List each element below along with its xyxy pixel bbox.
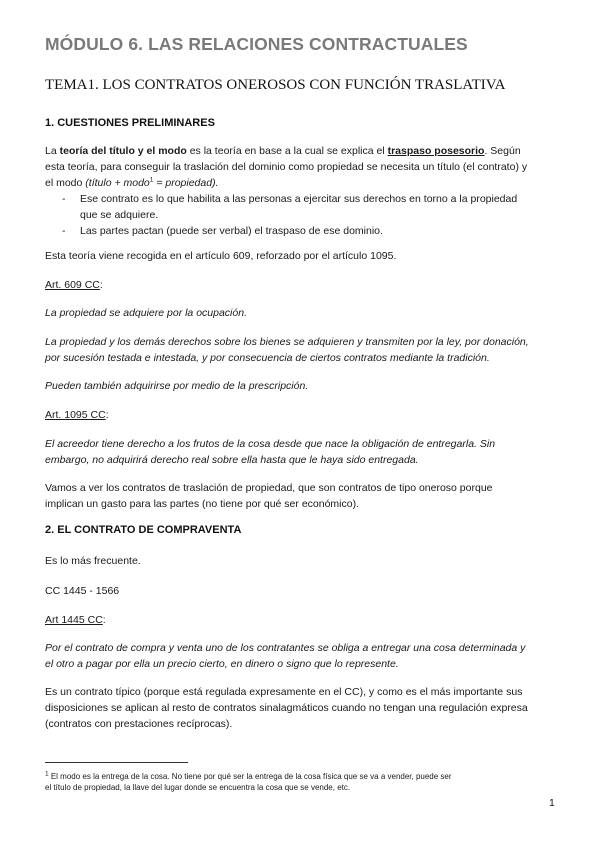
bullet-marker: - bbox=[62, 193, 66, 205]
footnote-reference[interactable]: 1 bbox=[149, 176, 154, 184]
section-heading-compraventa: 2. EL CONTRATO DE COMPRAVENTA bbox=[45, 524, 242, 536]
paragraph-frecuente: Es lo más frecuente. bbox=[45, 555, 141, 567]
article-label-1445: Art 1445 CC: bbox=[45, 614, 106, 626]
quote-609-ocupacion: La propiedad se adquiere por la ocupación. bbox=[45, 307, 247, 319]
bullet-marker: - bbox=[62, 225, 66, 237]
paragraph-cc-range: CC 1445 - 1566 bbox=[45, 585, 120, 597]
paragraph-articulo-609: Esta teoría viene recogida en el artículo 609, reforzado por el artículo 1095. bbox=[45, 250, 397, 262]
quote-609-derechos: La propiedad y los demás derechos sobre los bienes se adquieren y transmiten por la ley, por donación, por sucesión testada e intestada, y por consecuencia de ciertos contratos mediante la tradición. bbox=[45, 336, 529, 364]
list-item: Las partes pactan (puede ser verbal) el traspaso de ese dominio. bbox=[80, 225, 383, 237]
quote-1445: Por el contrato de compra y venta uno de los contratantes se obliga a entregar una cosa determinada y el otro a pagar por ella un precio cierto, en dinero o signo que lo represente. bbox=[45, 642, 526, 670]
article-label-1095: Art. 1095 CC: bbox=[45, 409, 109, 421]
list-item: Ese contrato es lo que habilita a las personas a ejercitar sus derechos en torno a la propiedad que se adquiere. bbox=[80, 193, 518, 221]
module-title: MÓDULO 6. LAS RELACIONES CONTRACTUALES bbox=[45, 34, 468, 54]
article-label-609: Art. 609 CC: bbox=[45, 279, 103, 291]
paragraph-teoria-titulo-modo: La teoría del título y el modo es la teoría en base a la cual se explica el traspaso posesorio. Según esta teoría, para conseguir la traslación del dominio como propiedad se necesita un título (el contrato) y el modo (título + modo$^1$ = propiedad). bbox=[45, 145, 528, 189]
quote-1095: El acreedor tiene derecho a los frutos de la cosa desde que nace la obligación de entregarla. Sin embargo, no adquirirá derecho real sobre ella hasta que le haya sido entregada. bbox=[45, 438, 496, 466]
quote-609-prescripcion: Pueden también adquirirse por medio de la prescripción. bbox=[45, 380, 309, 392]
paragraph-contrato-tipico: Es un contrato típico (porque está regulada expresamente en el CC), y como es el más importante sus disposiciones se aplican al resto de contratos sinalagmáticos cuando no tengan una regulación expresa (contratos con prestaciones recíprocas). bbox=[45, 686, 528, 730]
footnote-divider bbox=[45, 762, 188, 763]
footnote: $^1$ El modo es la entrega de la cosa. No tiene por qué ser la entrega de la cosa física que se va a vender, puede ser el título de propiedad, la llave del lugar donde se encuentra la cosa que se vende, etc. bbox=[45, 770, 452, 792]
tema-title: TEMA1. LOS CONTRATOS ONEROSOS CON FUNCIÓN TRASLATIVA bbox=[45, 77, 506, 93]
section-heading-preliminares: 1. CUESTIONES PRELIMINARES bbox=[45, 117, 215, 129]
page-number: 1 bbox=[549, 797, 555, 809]
paragraph-contratos-onerosos: Vamos a ver los contratos de traslación de propiedad, que son contratos de tipo oneroso porque implican un gasto para las partes (no tiene por qué ser económico). bbox=[45, 482, 493, 510]
